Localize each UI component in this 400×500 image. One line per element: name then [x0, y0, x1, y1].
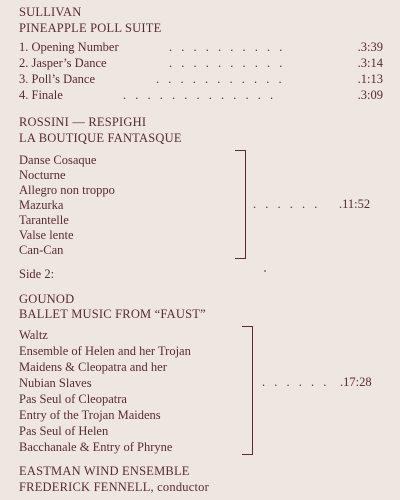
movement-item: Maidens & Cleopatra and her — [19, 360, 167, 374]
movement-item: Ensemble of Helen and her Trojan — [19, 344, 191, 358]
track-row — [19, 72, 383, 86]
sullivan-work-title: PINEAPPLE POLL SUITE — [19, 21, 162, 35]
dot-leader: . . . . . . . . . . — [169, 40, 286, 54]
track-row — [19, 56, 383, 70]
track-title: 3. Poll’s Dance — [19, 72, 96, 86]
paper-speck — [264, 270, 266, 272]
movement-item: Can-Can — [19, 243, 64, 257]
movement-item: Pas Seul of Helen — [19, 424, 109, 438]
track-duration: .3:09 — [357, 88, 383, 102]
movement-item: Entry of the Trojan Maidens — [19, 408, 161, 422]
dot-leader: . . . . . . . . . . — [169, 56, 286, 70]
track-row — [19, 40, 383, 54]
gounod-duration: .17:28 — [340, 375, 372, 389]
movement-item: Mazurka — [19, 198, 64, 212]
sullivan-composer: SULLIVAN — [19, 5, 82, 19]
movement-item: Waltz — [19, 328, 48, 342]
dot-leader: . . . . . . . . . . . . . — [123, 88, 277, 102]
track-title: 1. Opening Number — [19, 40, 119, 54]
dot-leader: . . . . . . . . . . . — [156, 72, 285, 86]
ensemble-name: EASTMAN WIND ENSEMBLE — [19, 464, 190, 478]
movement-item: Valse lente — [19, 228, 74, 242]
track-title: 2. Jasper’s Dance — [19, 56, 107, 70]
rossini-composer: ROSSINI — RESPIGHI — [19, 115, 147, 129]
movement-item: Tarantelle — [19, 213, 69, 227]
movement-item: Danse Cosaque — [19, 153, 97, 167]
rossini-work-title: LA BOUTIQUE FANTASQUE — [19, 131, 182, 145]
track-row — [19, 88, 383, 102]
conductor-name: FREDERICK FENNELL, conductor — [19, 480, 209, 494]
gounod-work-title: BALLET MUSIC FROM “FAUST” — [19, 307, 206, 321]
movement-item: Nocturne — [19, 168, 66, 182]
track-duration: .3:14 — [357, 56, 383, 70]
rossini-duration: .11:52 — [339, 197, 371, 211]
bracket-gounod — [242, 326, 253, 455]
movement-item: Pas Seul of Cleopatra — [19, 392, 127, 406]
side-label: Side 2: — [19, 267, 55, 281]
track-duration: .1:13 — [357, 72, 383, 86]
movement-item: Allegro non troppo — [19, 183, 115, 197]
track-title: 4. Finale — [19, 88, 63, 102]
gounod-composer: GOUNOD — [19, 292, 75, 306]
track-duration: .3:39 — [357, 40, 383, 54]
bracket-rossini — [235, 150, 246, 259]
movement-item: Nubian Slaves — [19, 376, 92, 390]
dot-leader: . . . . . . — [262, 375, 330, 389]
movement-item: Bacchanale & Entry of Phryne — [19, 440, 173, 454]
dot-leader: . . . . . . — [253, 197, 321, 211]
